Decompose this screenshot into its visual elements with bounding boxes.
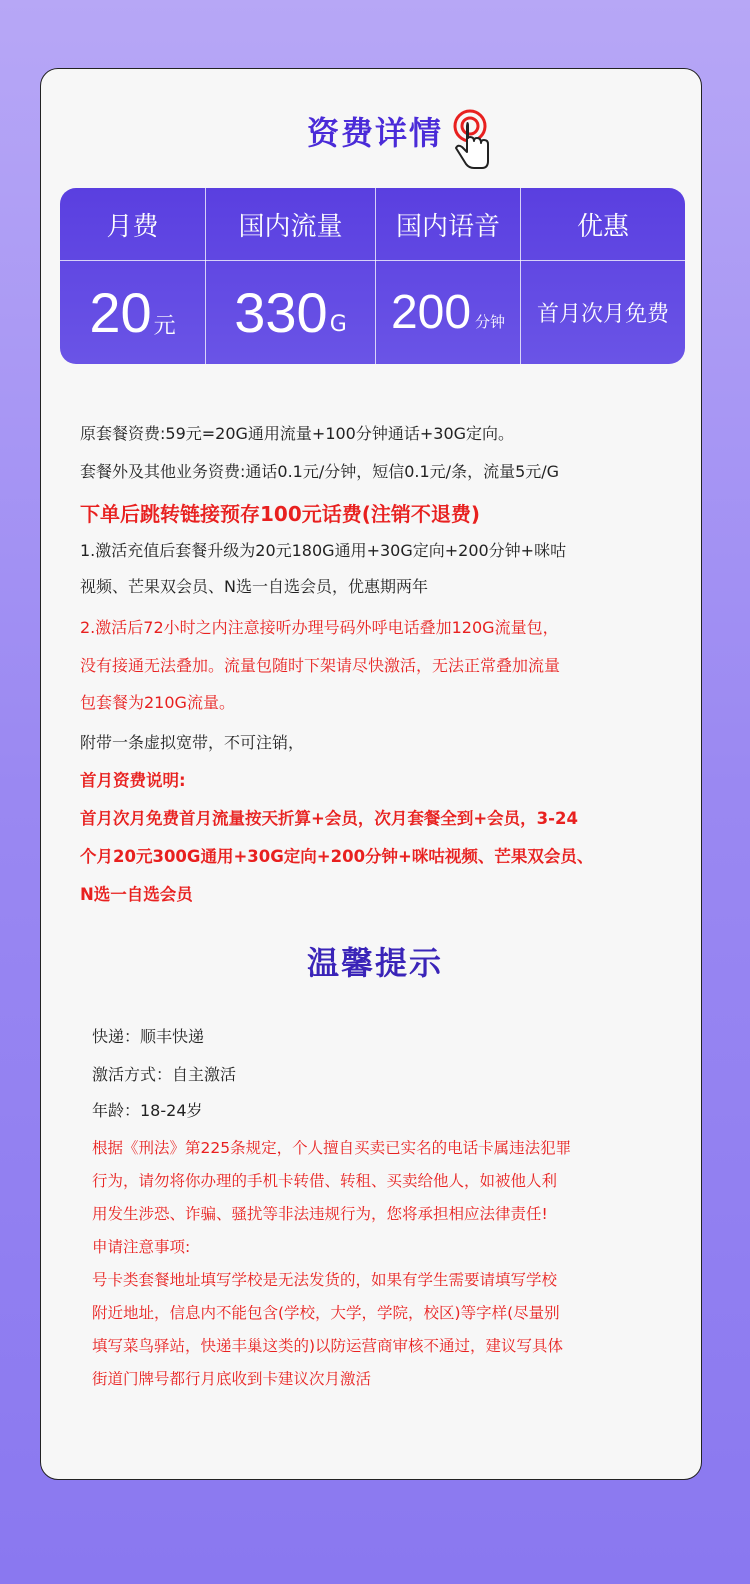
voice-value xyxy=(376,261,520,364)
original-plan-text: 原套餐资费:59元=20G通用流量+100分钟通话+30G定向。 xyxy=(80,424,515,443)
header-promo: 优惠 xyxy=(576,211,629,242)
header-monthly-fee: 月费 xyxy=(106,211,159,242)
broadband-text: 附带一条虚拟宽带，不可注销， xyxy=(80,733,305,752)
first-month-title: 首月资费说明: xyxy=(80,771,186,790)
apply-title: 申请注意事项: xyxy=(92,1238,191,1256)
apply-line-c: 填写菜鸟驿站，快递丰巢这类的)以防运营商审核不通过，建议写具体 xyxy=(92,1337,564,1355)
voice-unit: 分钟 xyxy=(475,313,506,331)
header-voice: 国内语音 xyxy=(395,211,500,242)
promo-value: 首月次月免费 xyxy=(536,302,669,327)
monthly-fee-value xyxy=(60,261,205,364)
data-value xyxy=(206,261,375,364)
data-number: 330 xyxy=(234,281,328,344)
item2-line-c: 包套餐为210G流量。 xyxy=(80,693,235,712)
apply-line-d: 街道门牌号都行月底收到卡建议次月激活 xyxy=(92,1370,372,1388)
age-text: 年龄：18-24岁 xyxy=(92,1101,203,1120)
apply-line-b: 附近地址，信息内不能包含(学校，大学，学院，校区)等字样(尽量别 xyxy=(92,1304,560,1322)
item1-line-a: 1.激活充值后套餐升级为20元180G通用+30G定向+200分钟+咪咕 xyxy=(80,541,567,560)
first-month-line-a: 首月次月免费首月流量按天折算+会员，次月套餐全到+会员，3-24 xyxy=(80,809,578,828)
item2-line-b: 没有接通无法叠加。流量包随时下架请尽快激活，无法正常叠加流量 xyxy=(80,656,561,675)
law-line-c: 用发生涉恐、诈骗、骚扰等非法违规行为，您将承担相应法律责任! xyxy=(92,1205,548,1223)
page-title: 资费详情 xyxy=(306,114,443,152)
item2-line-a: 2.激活后72小时之内注意接听办理号码外呼电话叠加120G流量包， xyxy=(80,618,559,637)
monthly-fee-unit: 元 xyxy=(153,314,176,339)
first-month-line-b: 个月20元300G通用+30G定向+200分钟+咪咕视频、芒果双会员、 xyxy=(80,847,594,866)
delivery-text: 快递：顺丰快递 xyxy=(92,1027,205,1046)
tap-hand-icon xyxy=(446,108,494,172)
monthly-fee-number: 20 xyxy=(89,281,152,344)
first-month-line-c: N选一自选会员 xyxy=(80,885,193,904)
prepay-alert: 下单后跳转链接预存100元话费(注销不退费) xyxy=(80,502,481,526)
tips-title: 温馨提示 xyxy=(306,944,443,982)
header xyxy=(0,108,750,154)
law-line-a: 根据《刑法》第225条规定，个人擅自买卖已实名的电话卡属违法犯罪 xyxy=(92,1139,572,1157)
header-data: 国内流量 xyxy=(238,211,343,242)
activation-text: 激活方式：自主激活 xyxy=(92,1065,237,1084)
voice-number: 200 xyxy=(390,286,472,339)
data-unit: G xyxy=(329,312,347,337)
apply-line-a: 号卡类套餐地址填写学校是无法发货的，如果有学生需要请填写学校 xyxy=(92,1271,558,1289)
item1-line-b: 视频、芒果双会员、N选一自选会员，优惠期两年 xyxy=(80,577,428,596)
law-line-b: 行为，请勿将你办理的手机卡转借、转租、买卖给他人，如被他人利 xyxy=(92,1172,558,1190)
pricing-table xyxy=(60,188,685,364)
extra-fees-text: 套餐外及其他业务资费:通话0.1元/分钟，短信0.1元/条，流量5元/G xyxy=(80,462,560,481)
